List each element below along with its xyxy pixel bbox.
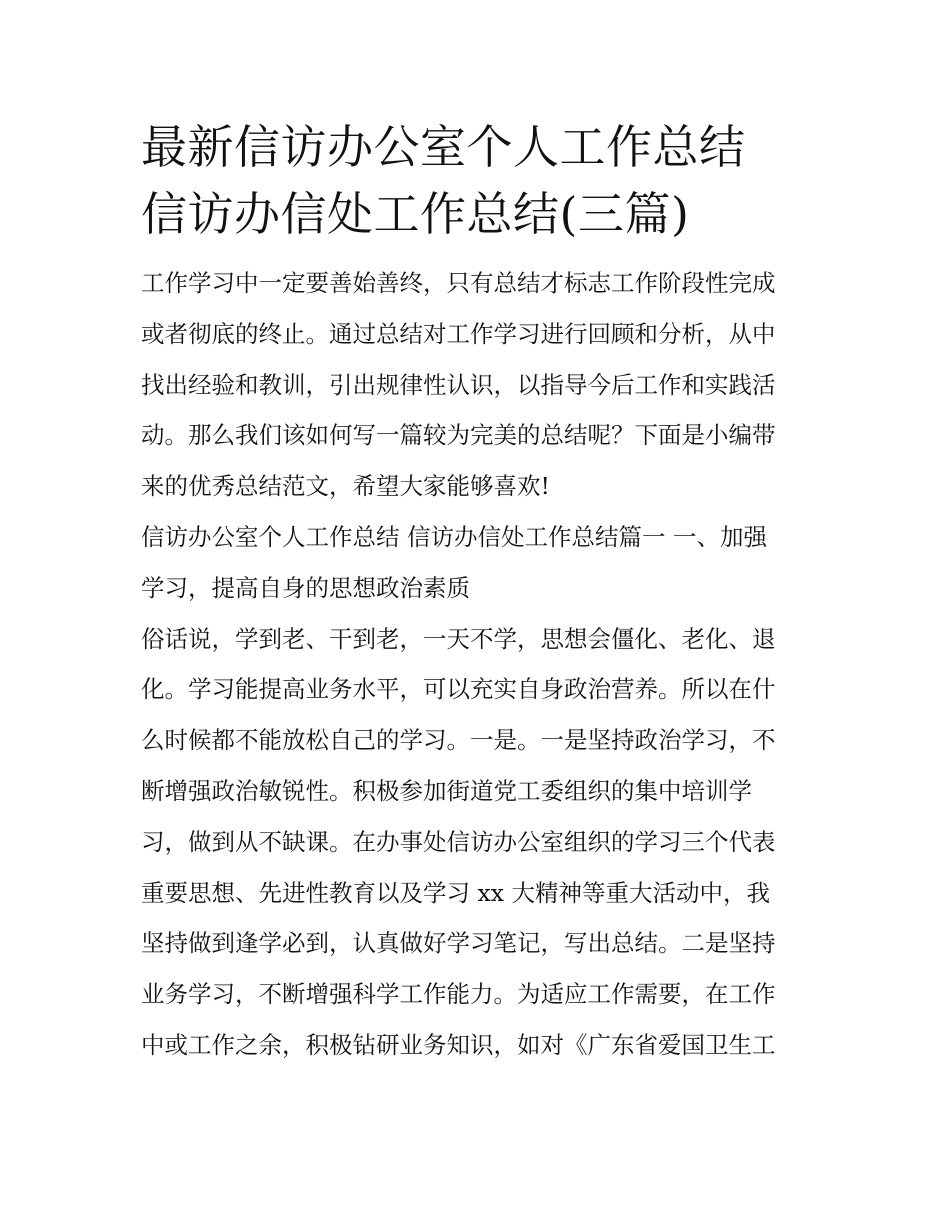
body-line: 坚持做到逢学必到，认真做好学习笔记，写出总结。二是坚持 [141, 929, 776, 958]
section-heading-line: 信访办公室个人工作总结 信访办信处工作总结篇一 一、加强 [141, 522, 767, 551]
body-line: 中或工作之余，积极钻研业务知识，如对《广东省爱国卫生工 [141, 1030, 776, 1059]
body-line: 来的优秀总结范文，希望大家能够喜欢! [141, 472, 550, 501]
body-line: 找出经验和教训，引出规律性认识，以指导今后工作和实践活 [141, 370, 776, 399]
body-line: 重要思想、先进性教育以及学习 xx 大精神等重大活动中，我 [141, 878, 770, 907]
body-line: 化。学习能提高业务水平，可以充实自身政治营养。所以在什 [141, 675, 776, 704]
body-line: 工作学习中一定要善始善终，只有总结才标志工作阶段性完成 [141, 269, 776, 297]
title-line: 信访办信处工作总结(三篇) [141, 187, 690, 241]
document-body [141, 258, 821, 1071]
title-line: 最新信访办公室个人工作总结 [141, 120, 746, 174]
body-line: 么时候都不能放松自己的学习。一是。一是坚持政治学习，不 [141, 726, 776, 755]
body-line: 动。那么我们该如何写一篇较为完美的总结呢？下面是小编带 [141, 421, 776, 450]
body-line: 业务学习，不断增强科学工作能力。为适应工作需要，在工作 [141, 980, 776, 1009]
body-line: 或者彻底的终止。通过总结对工作学习进行回顾和分析，从中 [141, 319, 776, 348]
document-content [141, 114, 821, 1071]
document-title [141, 114, 821, 248]
body-line: 俗话说，学到老、干到老，一天不学，思想会僵化、老化、退 [141, 624, 776, 653]
section-heading-line: 学习，提高自身的思想政治素质 [141, 573, 470, 602]
body-line: 断增强政治敏锐性。积极参加街道党工委组织的集中培训学 [141, 776, 752, 805]
body-line: 习，做到从不缺课。在办事处信访办公室组织的学习三个代表 [141, 827, 776, 856]
